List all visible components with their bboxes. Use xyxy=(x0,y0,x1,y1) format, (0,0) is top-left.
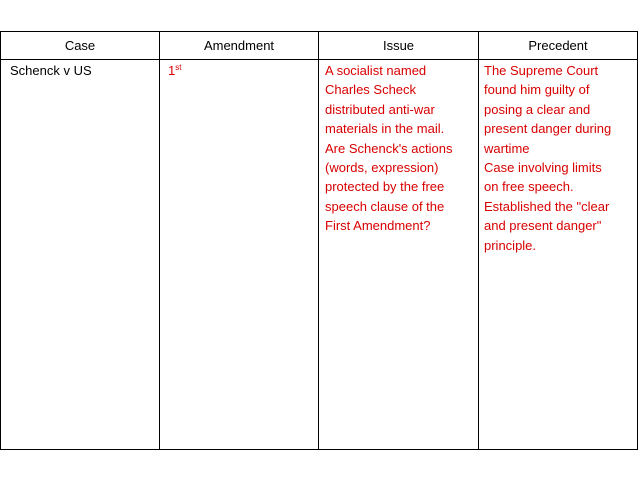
case-name: Schenck v US xyxy=(10,63,92,78)
amendment-ordinal-suffix: st xyxy=(175,63,182,72)
amendment-number: 1 xyxy=(168,63,176,78)
precedent-line: found him guilty of xyxy=(484,82,590,98)
issue-line: Charles Scheck xyxy=(325,82,417,98)
precedent-line: present danger during xyxy=(484,121,612,137)
amendment-value xyxy=(168,61,313,80)
issue-line: distributed anti-war xyxy=(325,101,435,117)
header-precedent: Precedent xyxy=(479,32,638,60)
issue-line: First Amendment? xyxy=(325,218,431,234)
issue-line: A socialist named xyxy=(325,63,427,78)
issue-line: materials in the mail. xyxy=(325,121,445,137)
header-case: Case xyxy=(1,32,160,60)
precedent-cell xyxy=(479,60,638,450)
case-row xyxy=(1,60,638,450)
header-issue: Issue xyxy=(319,32,479,60)
precedent-line: and present danger" xyxy=(484,218,602,234)
case-cell xyxy=(1,60,160,450)
issue-cell xyxy=(319,60,479,450)
precedent-line: principle. xyxy=(484,237,537,253)
precedent-line: Established the "clear xyxy=(484,198,610,214)
court-case-table xyxy=(0,31,638,450)
header-row xyxy=(1,32,638,60)
issue-line: Are Schenck's actions xyxy=(325,140,453,156)
precedent-line: wartime xyxy=(484,140,530,156)
issue-line: protected by the free xyxy=(325,179,445,195)
header-amendment: Amendment xyxy=(160,32,319,60)
precedent-line: posing a clear and xyxy=(484,101,591,117)
amendment-cell xyxy=(160,60,319,450)
issue-line: (words, expression) xyxy=(325,160,439,176)
issue-line: speech clause of the xyxy=(325,198,445,214)
precedent-line: on free speech. xyxy=(484,179,574,195)
precedent-line: The Supreme Court xyxy=(484,63,599,78)
precedent-line: Case involving limits xyxy=(484,160,602,176)
